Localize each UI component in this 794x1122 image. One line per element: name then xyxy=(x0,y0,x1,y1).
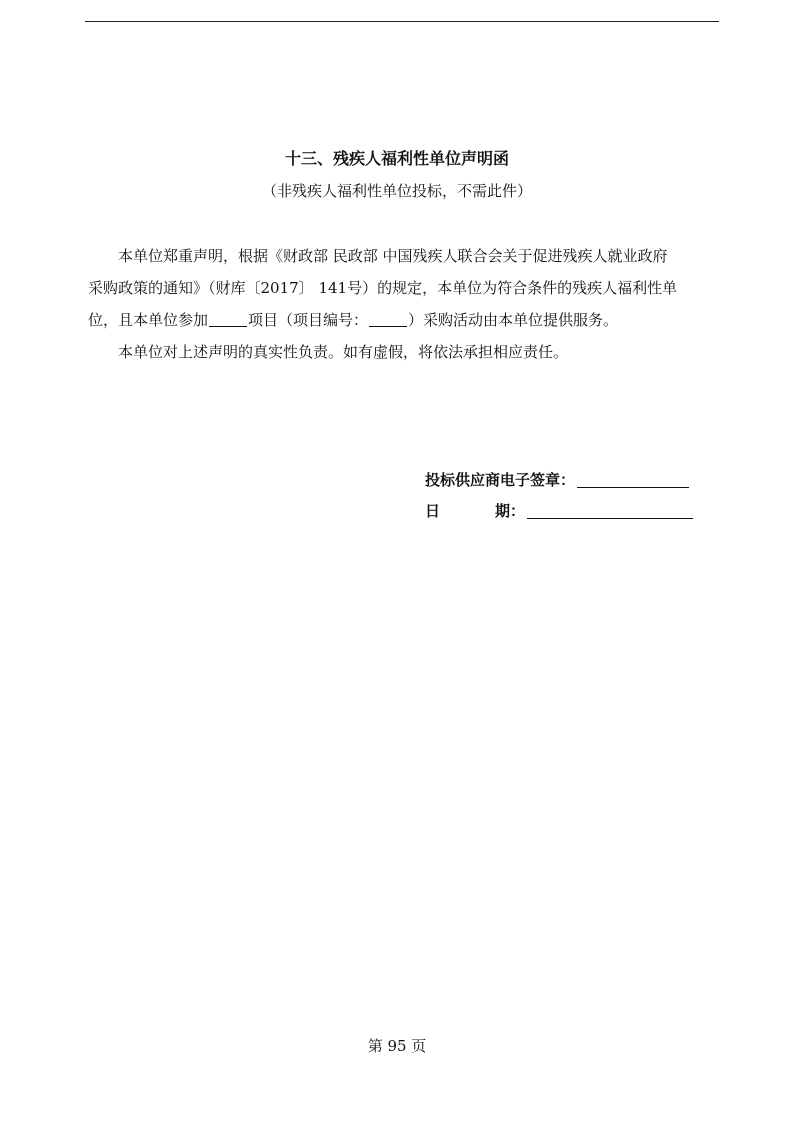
date-row xyxy=(425,500,693,522)
signature-label: 投标供应商电子签章： xyxy=(425,471,576,489)
body-line-3-part-c: ）采购活动由本单位提供服务。 xyxy=(408,311,619,329)
date-label-second: 期： xyxy=(495,502,526,520)
signature-blank[interactable] xyxy=(577,471,689,488)
page-subtitle: （非残疾人福利性单位投标，不需此件） xyxy=(261,182,532,200)
project-number-blank[interactable] xyxy=(369,310,407,327)
body-line-3-part-a: 位，且本单位参加 xyxy=(88,311,209,329)
project-name-blank[interactable] xyxy=(209,310,247,327)
body-line-4: 本单位对上述声明的真实性负责。如有虚假，将依法承担相应责任。 xyxy=(118,343,569,361)
page-number: 第 95 页 xyxy=(367,1037,427,1055)
body-line-3 xyxy=(88,304,720,336)
date-label-first: 日 xyxy=(425,502,441,520)
signature-row xyxy=(425,469,689,491)
page-title: 十三、残疾人福利性单位声明函 xyxy=(284,149,509,168)
body-line-3-part-b: 项目（项目编号： xyxy=(248,311,369,329)
body-line-1: 本单位郑重声明，根据《财政部 民政部 中国残疾人联合会关于促进残疾人就业政府 xyxy=(118,247,668,265)
date-blank[interactable] xyxy=(527,502,693,519)
declaration-body xyxy=(88,240,720,368)
header-rule xyxy=(85,21,719,22)
body-line-2: 采购政策的通知》（财库〔2017〕 141号）的规定，本单位为符合条件的残疾人福利性单 xyxy=(88,279,678,297)
